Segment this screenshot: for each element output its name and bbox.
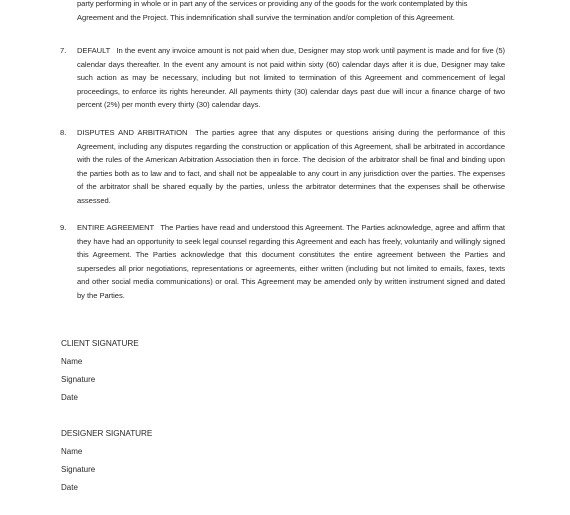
- client-date-label: Date: [61, 393, 78, 402]
- clause-number: 9.: [60, 223, 67, 232]
- clause-text: The Parties have read and understood this Agreement. The Parties acknowledge, agree and affirm that they have had an opportunity to seek legal counsel regarding this Agreement and each has freely, voluntarily and willingly signed this Agreement. The Parties acknowledge that this document constitutes the entire agreement between the Parties and supersedes all prior negotiations, representations or agreements, either written (including but not limited to emails, faxes, texts and other social media communications) or oral. This Agreement may be amended only by written instrument signed and dated by the Parties.: [77, 223, 505, 300]
- clause-text: The parties agree that any disputes or questions arising during the performance of this Agreement, including any disputes regarding the construction or application of this Agreement, shall be arbitrated in accordance with the rules of the American Arbitration Association then in force. The decision of the arbitrator shall be final and binding upon the parties both as to law and to fact, and shall not be appealable to any court in any jurisdiction over the parties. The expenses of the arbitrator shall be shared equally by the parties, unless the arbitrator determines that the expenses shall be otherwise assessed.: [77, 128, 505, 205]
- continuation-line: Agreement and the Project. This indemnification shall survive the termination and/or completion of this Agreement.: [77, 12, 455, 22]
- designer-signature-label: Signature: [61, 465, 96, 474]
- clause-heading: DISPUTES AND ARBITRATION: [77, 128, 188, 137]
- clause-number: 7.: [60, 46, 67, 55]
- designer-signature-heading: DESIGNER SIGNATURE: [61, 429, 153, 438]
- clause-disputes-arbitration: [60, 126, 505, 208]
- client-name-label: Name: [61, 357, 83, 366]
- client-signature-heading: CLIENT SIGNATURE: [61, 339, 139, 348]
- designer-name-label: Name: [61, 447, 83, 456]
- clause-heading: DEFAULT: [77, 46, 111, 55]
- clause-text: In the event any invoice amount is not paid when due, Designer may stop work until payment is made and for five (5) calendar days thereafter. In the event any amount is not paid within sixty (60) calendar days after it is due, Designer may take such action as may be necessary, including but not limited to termination of this Agreement and commencement of legal proceedings, to enforce its rights hereunder. All payments thirty (30) calendar days past due will incur a finance charge of two percent (2%) per month every thirty (30) calendar days.: [77, 46, 505, 110]
- client-signature-label: Signature: [61, 375, 96, 384]
- designer-date-label: Date: [61, 483, 78, 492]
- clause-heading: ENTIRE AGREEMENT: [77, 223, 155, 232]
- clause-default: [60, 44, 505, 112]
- clause-entire-agreement: [60, 221, 505, 303]
- clause-number: 8.: [60, 128, 67, 137]
- continuation-line: party performing in whole or in part any of the services or providing any of the goods for the work contemplated by this: [77, 0, 468, 8]
- previous-clause-continuation: [77, 0, 505, 24]
